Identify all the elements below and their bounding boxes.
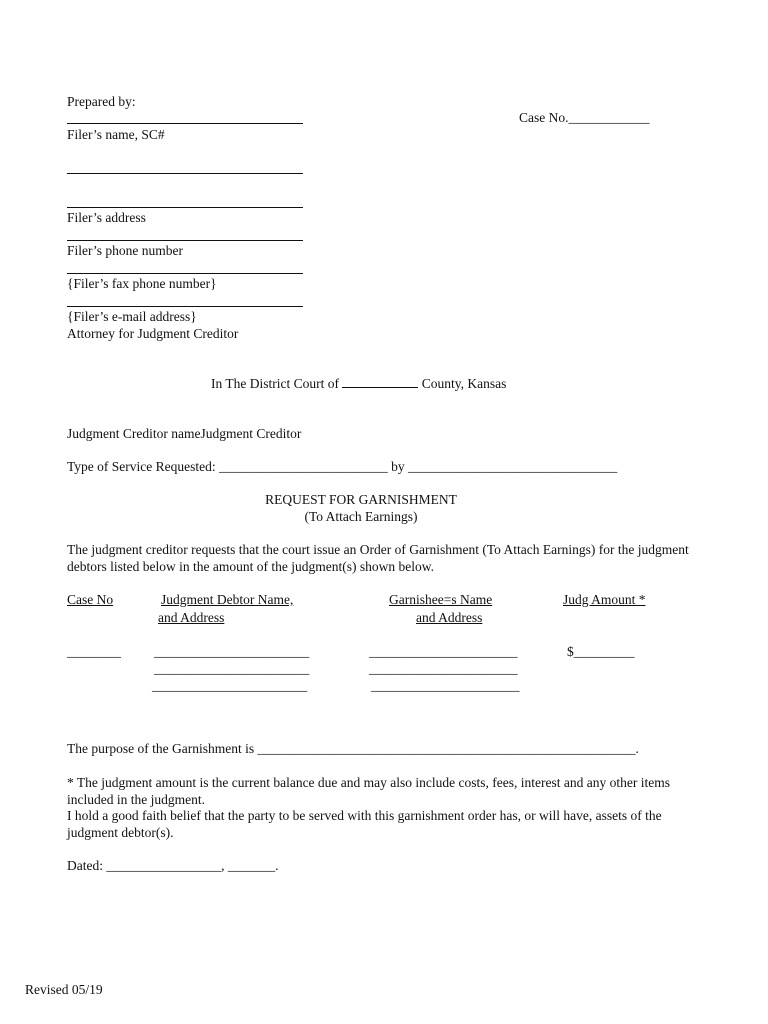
- amount-blank: $_________: [567, 644, 635, 659]
- blank-line: [67, 173, 303, 174]
- filer-email-label: {Filer’s e-mail address}: [67, 309, 197, 324]
- dated-line: Dated: _________________, _______.: [67, 858, 279, 873]
- col-header-debtor-address: and Address: [158, 610, 225, 625]
- col-header-debtor-name: Judgment Debtor Name,: [161, 592, 294, 607]
- note-line-3: I hold a good faith belief that the party to be served with this garnishment order has, or will have, assets of the: [67, 808, 662, 823]
- filer-name-line: [67, 123, 303, 124]
- purpose-line: The purpose of the Garnishment is ________________________________________________________.: [67, 741, 639, 756]
- debtor-blank-1: _______________________: [154, 644, 310, 659]
- filer-fax-label: {Filer’s fax phone number}: [67, 276, 217, 291]
- revision-footer: Revised 05/19: [25, 982, 103, 997]
- court-suffix: County, Kansas: [418, 376, 507, 391]
- attorney-label: Attorney for Judgment Creditor: [67, 326, 239, 341]
- filer-fax-line: [67, 273, 303, 274]
- prepared-by-label: Prepared by:: [67, 94, 136, 109]
- note-line-1: * The judgment amount is the current balance due and may also include costs, fees, interest and any other items: [67, 775, 670, 790]
- filer-name-label: Filer’s name, SC#: [67, 127, 165, 142]
- col-header-judg-amount: Judg Amount *: [563, 592, 646, 607]
- judgment-creditor-line: Judgment Creditor nameJudgment Creditor: [67, 426, 302, 441]
- intro-text-line-1: The judgment creditor requests that the court issue an Order of Garnishment (To Attach Earnings) for the judgment: [67, 542, 689, 557]
- debtor-blank-2: _______________________: [154, 661, 310, 676]
- garnishee-blank-1: ______________________: [369, 644, 518, 659]
- case-no-blank: ________: [67, 644, 121, 659]
- county-blank: [342, 375, 418, 388]
- filer-address-label: Filer’s address: [67, 210, 146, 225]
- service-requested-line: Type of Service Requested: _________________________ by _______________________________: [67, 459, 618, 474]
- col-header-garnishee-name: Garnishee=s Name: [389, 592, 493, 607]
- note-line-2: included in the judgment.: [67, 792, 205, 807]
- intro-text-line-2: debtors listed below in the amount of the judgment(s) shown below.: [67, 559, 434, 574]
- note-line-4: judgment debtor(s).: [67, 825, 174, 840]
- court-prefix: In The District Court of: [211, 376, 343, 391]
- filer-phone-label: Filer’s phone number: [67, 243, 183, 258]
- col-header-case-no: Case No: [67, 592, 114, 607]
- col-header-garnishee-address: and Address: [416, 610, 483, 625]
- debtor-blank-3: _______________________: [152, 678, 308, 693]
- form-subtitle: (To Attach Earnings): [304, 509, 418, 524]
- garnishee-blank-2: ______________________: [369, 661, 518, 676]
- filer-email-line: [67, 306, 303, 307]
- court-line: [211, 375, 506, 392]
- filer-address-line: [67, 207, 303, 208]
- garnishee-blank-3: ______________________: [371, 678, 520, 693]
- form-title: REQUEST FOR GARNISHMENT: [265, 492, 457, 507]
- case-number-field: Case No.____________: [519, 110, 650, 125]
- filer-phone-line: [67, 240, 303, 241]
